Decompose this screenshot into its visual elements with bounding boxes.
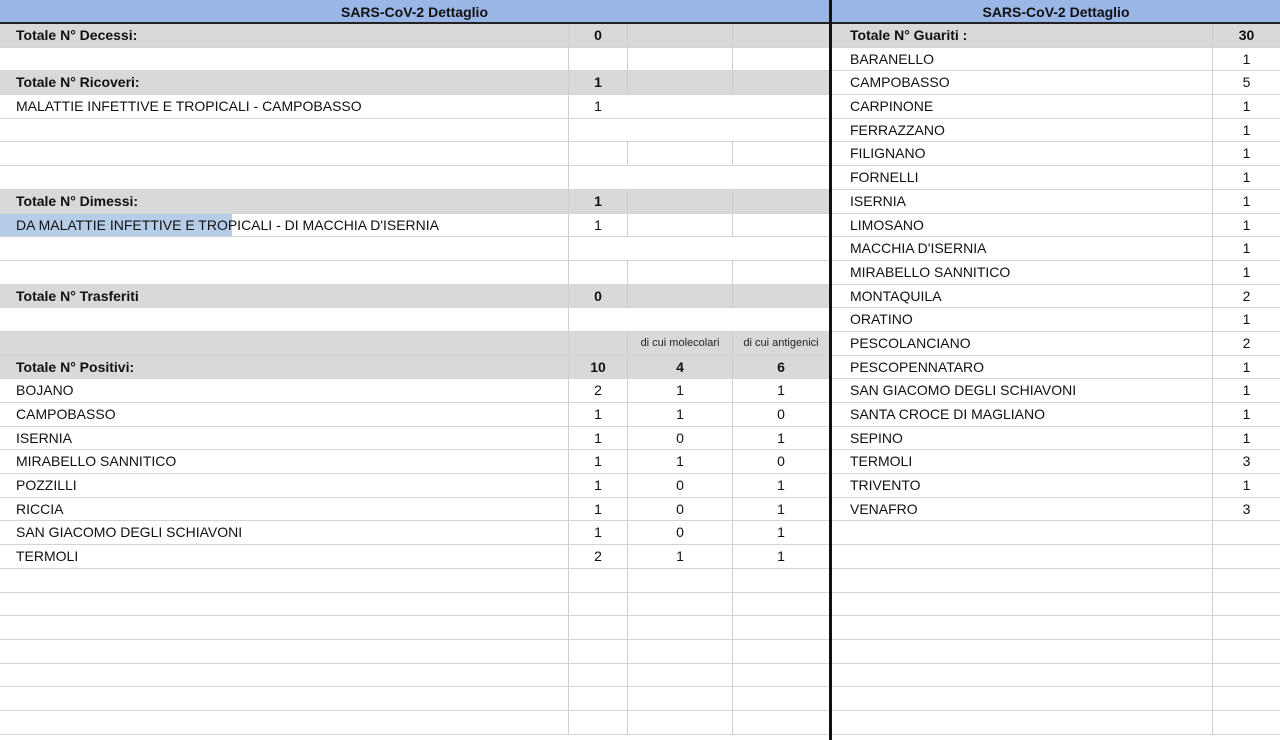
cell-empty [1212,521,1280,544]
cell-empty [832,521,1212,544]
guariti-row[interactable] [832,48,1280,72]
cell-empty [0,616,568,639]
positivi-comune: RICCIA [16,500,64,517]
empty-row[interactable] [0,119,829,143]
empty-row[interactable] [0,261,829,285]
cell-empty [627,285,732,308]
guariti-comune: VENAFRO [850,500,918,517]
guariti-comune: FERRAZZANO [850,121,945,138]
guariti-comune: LIMOSANO [850,216,924,233]
guariti-comune-value: 1 [1212,95,1280,118]
cell-empty [0,48,568,71]
cell-empty [627,71,732,94]
cell-empty [1212,640,1280,663]
guariti-comune-value: 1 [1212,356,1280,379]
positivi-comune-molecolari: 1 [627,379,732,402]
cell-empty [568,616,627,639]
positivi-total-row[interactable] [0,356,829,380]
positivi-comune-total: 2 [568,545,627,568]
guariti-row[interactable] [832,71,1280,95]
empty-row[interactable] [0,616,829,640]
decessi-total: 0 [568,24,627,47]
cell-empty [627,640,732,663]
cell-empty [627,616,732,639]
cell-empty [832,616,1212,639]
guariti-comune-value: 1 [1212,261,1280,284]
cell-empty [627,142,732,165]
guariti-comune: SAN GIACOMO DEGLI SCHIAVONI [850,382,1077,399]
positivi-row[interactable] [0,521,829,545]
cell-empty [832,593,1212,616]
guariti-row[interactable] [832,95,1280,119]
cell-empty [1212,616,1280,639]
guariti-comune: PESCOPENNATARO [850,358,985,375]
empty-row[interactable] [0,166,829,190]
positivi-comune-molecolari: 0 [627,474,732,497]
cell-empty [1212,545,1280,568]
cell-empty [568,142,627,165]
positivi-comune-antigenici: 1 [732,427,829,450]
guariti-row[interactable] [832,142,1280,166]
cell-empty [732,24,829,47]
guariti-comune: TERMOLI [850,453,913,470]
cell-empty [832,545,1212,568]
positivi-comune: ISERNIA [16,429,73,446]
cell-empty [832,569,1212,592]
positivi-comune-total: 1 [568,427,627,450]
cell-empty [627,24,732,47]
cell-empty [0,687,568,710]
positivi-subheader-row[interactable] [0,332,829,356]
guariti-row[interactable] [832,261,1280,285]
guariti-row[interactable] [832,237,1280,261]
cell-empty [0,711,568,734]
empty-row[interactable] [832,640,1280,664]
positivi-comune-molecolari: 1 [627,545,732,568]
empty-row[interactable] [0,48,829,72]
cell-empty [732,711,829,734]
positivi-comune-molecolari: 1 [627,450,732,473]
empty-row[interactable] [0,711,829,735]
cell-empty [0,308,568,331]
guariti-comune: MONTAQUILA [850,287,942,304]
ricoveri-row[interactable] [0,95,829,119]
cell-empty [568,119,627,142]
guariti-comune-value: 1 [1212,190,1280,213]
empty-row[interactable] [0,237,829,261]
cell-empty [627,593,732,616]
dimessi-row[interactable] [0,214,829,238]
cell-empty [0,332,568,355]
guariti-row[interactable] [832,403,1280,427]
ricoveri-total: 1 [568,71,627,94]
positivi-comune: BOJANO [16,382,74,399]
positivi-comune: TERMOLI [16,548,79,565]
positivi-row[interactable] [0,427,829,451]
cell-empty [1212,687,1280,710]
positivi-comune-total: 1 [568,403,627,426]
positivi-row[interactable] [0,498,829,522]
empty-row[interactable] [832,711,1280,735]
guariti-comune: CAMPOBASSO [850,74,950,91]
cell-empty [732,142,829,165]
positivi-comune-molecolari: 0 [627,427,732,450]
trasferiti-total-row[interactable] [0,285,829,309]
cell-empty [832,687,1212,710]
cell-empty [0,166,568,189]
dimessi-total-row[interactable] [0,190,829,214]
positivi-row[interactable] [0,403,829,427]
guariti-row[interactable] [832,285,1280,309]
cell-empty [0,569,568,592]
positivi-comune-antigenici: 1 [732,474,829,497]
guariti-total-row[interactable] [832,24,1280,48]
cell-empty [568,664,627,687]
guariti-comune-value: 2 [1212,285,1280,308]
guariti-comune-value: 1 [1212,427,1280,450]
cell-empty [832,711,1212,734]
cell-empty [1212,569,1280,592]
cell-empty [0,593,568,616]
cell-empty [0,261,568,284]
empty-row[interactable] [0,664,829,688]
cell-empty [627,48,732,71]
cell-empty [627,214,732,237]
cell-empty [732,261,829,284]
cell-empty [627,569,732,592]
ricoveri-value: 1 [568,95,627,118]
positivi-total: 10 [568,356,627,379]
guariti-comune-value: 1 [1212,48,1280,71]
guariti-comune: SANTA CROCE DI MAGLIANO [850,406,1045,422]
cell-empty [1212,711,1280,734]
cell-empty [568,261,627,284]
cell-empty [732,285,829,308]
positivi-comune: MIRABELLO SANNITICO [16,453,177,470]
positivi-comune-antigenici: 1 [732,545,829,568]
cell-empty [0,237,568,260]
guariti-label: Totale N° Guariti : [850,27,968,43]
cell-empty [568,166,627,189]
positivi-label: Totale N° Positivi: [16,358,135,375]
guariti-comune-value: 1 [1212,237,1280,260]
guariti-comune: PESCOLANCIANO [850,334,971,351]
cell-empty [732,71,829,94]
guariti-comune-value: 2 [1212,332,1280,355]
guariti-comune: CARPINONE [850,98,934,115]
molecolari-header: di cui molecolari [627,332,732,355]
guariti-comune: ISERNIA [850,192,907,209]
guariti-comune: BARANELLO [850,50,935,67]
decessi-total-row[interactable] [0,24,829,48]
guariti-row[interactable] [832,332,1280,356]
positivi-comune-molecolari: 0 [627,498,732,521]
empty-row[interactable] [832,664,1280,688]
cell-empty [627,711,732,734]
cell-empty [568,687,627,710]
positivi-molecolari: 4 [627,356,732,379]
guariti-comune: FORNELLI [850,169,919,186]
positivi-comune-molecolari: 0 [627,521,732,544]
cell-empty [568,569,627,592]
guariti-comune: MIRABELLO SANNITICO [850,263,1011,280]
guariti-row[interactable] [832,427,1280,451]
positivi-comune-antigenici: 1 [732,379,829,402]
cell-empty [0,142,568,165]
guariti-comune-value: 1 [1212,308,1280,331]
positivi-comune-total: 1 [568,498,627,521]
dimessi-value: 1 [568,214,627,237]
cell-empty [0,119,568,142]
trasferiti-label: Totale N° Trasferiti [16,287,139,304]
left-table-header: SARS-CoV-2 Dettaglio [0,0,829,24]
positivi-comune-antigenici: 1 [732,521,829,544]
positivi-row[interactable] [0,450,829,474]
cell-empty [627,190,732,213]
empty-row[interactable] [832,545,1280,569]
ricoveri-label: Totale N° Ricoveri: [16,74,140,91]
guariti-total: 30 [1212,24,1280,47]
guariti-row[interactable] [832,356,1280,380]
positivi-comune-antigenici: 0 [732,403,829,426]
cell-empty [732,48,829,71]
empty-row[interactable] [0,687,829,711]
trasferiti-total: 0 [568,285,627,308]
guariti-comune: MACCHIA D'ISERNIA [850,240,987,257]
guariti-row[interactable] [832,166,1280,190]
cell-empty [732,640,829,663]
guariti-comune-value: 3 [1212,450,1280,473]
empty-row[interactable] [832,616,1280,640]
cell-empty [627,664,732,687]
cell-empty [0,664,568,687]
cell-empty [0,640,568,663]
cell-empty [732,569,829,592]
cell-empty [568,640,627,663]
positivi-comune-antigenici: 0 [732,450,829,473]
guariti-row[interactable] [832,190,1280,214]
guariti-comune-value: 1 [1212,474,1280,497]
guariti-comune-value: 1 [1212,142,1280,165]
cell-empty [732,214,829,237]
right-table [832,0,1280,740]
positivi-comune: SAN GIACOMO DEGLI SCHIAVONI [16,524,243,541]
cell-empty [627,261,732,284]
cell-empty [732,190,829,213]
positivi-comune: CAMPOBASSO [16,406,116,422]
guariti-comune-value: 1 [1212,379,1280,402]
empty-row[interactable] [832,687,1280,711]
ricoveri-total-row[interactable] [0,71,829,95]
right-table-header: SARS-CoV-2 Dettaglio [832,0,1280,24]
guariti-comune: SEPINO [850,429,903,446]
empty-row[interactable] [0,640,829,664]
positivi-comune-total: 1 [568,521,627,544]
cell-empty [627,687,732,710]
empty-row[interactable] [832,521,1280,545]
guariti-comune-value: 3 [1212,498,1280,521]
guariti-row[interactable] [832,379,1280,403]
positivi-comune-molecolari: 1 [627,403,732,426]
dimessi-name: DA MALATTIE INFETTIVE E TROPICALI - DI MACCHIA D'ISERNIA [0,214,568,237]
guariti-comune-value: 1 [1212,166,1280,189]
positivi-antigenici: 6 [732,356,829,379]
positivi-comune: POZZILLI [16,477,77,494]
cell-empty [732,664,829,687]
guariti-comune-value: 1 [1212,214,1280,237]
guariti-comune-value: 5 [1212,71,1280,94]
positivi-row[interactable] [0,474,829,498]
positivi-comune-total: 1 [568,474,627,497]
dimessi-label: Totale N° Dimessi: [16,192,139,209]
cell-empty [732,687,829,710]
cell-empty [732,616,829,639]
decessi-label: Totale N° Decessi: [16,27,138,43]
positivi-comune-antigenici: 1 [732,498,829,521]
empty-row[interactable] [832,569,1280,593]
antigenici-header: di cui antigenici [732,332,829,355]
positivi-comune-total: 1 [568,450,627,473]
guariti-comune: TRIVENTO [850,477,921,494]
guariti-comune: FILIGNANO [850,145,926,162]
cell-empty [568,711,627,734]
positivi-row[interactable] [0,379,829,403]
cell-empty [568,332,627,355]
cell-empty [568,593,627,616]
guariti-comune: ORATINO [850,311,913,328]
ricoveri-name: MALATTIE INFETTIVE E TROPICALI - CAMPOBASSO [16,98,362,115]
guariti-comune-value: 1 [1212,403,1280,426]
empty-row[interactable] [0,308,829,332]
empty-row[interactable] [0,593,829,617]
guariti-row[interactable] [832,450,1280,474]
empty-row[interactable] [832,593,1280,617]
cell-empty [1212,593,1280,616]
guariti-row[interactable] [832,474,1280,498]
positivi-comune-total: 2 [568,379,627,402]
guariti-row[interactable] [832,308,1280,332]
guariti-row[interactable] [832,498,1280,522]
guariti-row[interactable] [832,214,1280,238]
cell-empty [832,640,1212,663]
cell-empty [568,237,627,260]
empty-row[interactable] [0,142,829,166]
cell-empty [568,48,627,71]
guariti-comune-value: 1 [1212,119,1280,142]
guariti-row[interactable] [832,119,1280,143]
cell-empty [1212,664,1280,687]
positivi-row[interactable] [0,545,829,569]
cell-empty [568,308,627,331]
empty-row[interactable] [0,569,829,593]
dimessi-total: 1 [568,190,627,213]
cell-empty [832,664,1212,687]
cell-empty [732,593,829,616]
